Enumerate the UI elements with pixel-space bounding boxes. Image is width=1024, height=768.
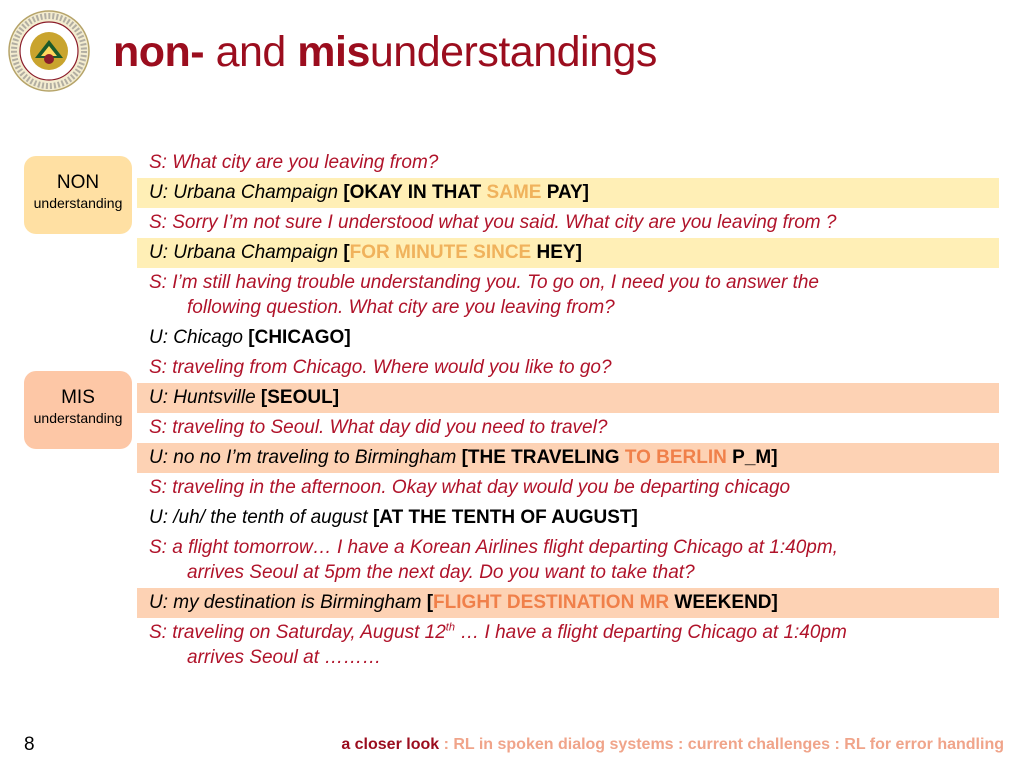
dialog-transcript [137,148,999,673]
system-turn: S: a flight tomorrow… I have a Korean Airlines flight departing Chicago at 1:40pm, arrives Seoul at 5pm the next day. Do you want to take that? [149,537,838,583]
system-turn: S: traveling in the afternoon. Okay what day would you be departing chicago [149,477,791,498]
recognition-result: [SEOUL] [260,387,340,408]
footer-breadcrumb: a closer look : RL in spoken dialog systems : current challenges : RL for error handling [341,736,1004,753]
user-turn: U: my destination is Birmingham [FLIGHT DESTINATION MR WEEKEND] [137,588,999,618]
recognition-result: [AT THE TENTH OF AUGUST] [372,507,638,528]
user-turn: U: Chicago [CHICAGO] [149,327,351,348]
recognition-result: [FOR MINUTE SINCE HEY] [343,242,582,263]
non-understanding-tag: NON understanding [24,156,132,234]
system-turn: S: traveling from Chicago. Where would you like to go? [149,357,612,378]
system-turn: S: Sorry I’m not sure I understood what you said. What city are you leaving from ? [149,212,837,233]
page-number: 8 [24,734,35,755]
recognition-result: [OKAY IN THAT SAME PAY] [343,182,589,203]
recognition-result: [CHICAGO] [248,327,351,348]
user-turn: U: /uh/ the tenth of august [AT THE TENTH OF AUGUST] [149,507,638,528]
user-turn: U: Urbana Champaign [FOR MINUTE SINCE HEY] [137,238,999,268]
user-turn: U: Urbana Champaign [OKAY IN THAT SAME PAY] [137,178,999,208]
recognition-result: [THE TRAVELING TO BERLIN P_M] [461,447,778,468]
system-turn: S: What city are you leaving from? [149,152,439,173]
system-turn: S: traveling to Seoul. What day did you need to travel? [149,417,608,438]
slide-title: non- and misunderstandings [113,28,657,76]
system-turn: S: traveling on Saturday, August 12th … I have a flight departing Chicago at 1:40pm arrives Seoul at ……… [149,621,847,668]
system-turn: S: I’m still having trouble understanding you. To go on, I need you to answer the following question. What city are you leaving from? [149,272,819,318]
user-turn: U: Huntsville [SEOUL] [137,383,999,413]
university-seal-logo [8,10,90,92]
user-turn: U: no no I’m traveling to Birmingham [THE TRAVELING TO BERLIN P_M] [137,443,999,473]
mis-understanding-tag: MIS understanding [24,371,132,449]
recognition-result: [FLIGHT DESTINATION MR WEEKEND] [426,592,778,613]
